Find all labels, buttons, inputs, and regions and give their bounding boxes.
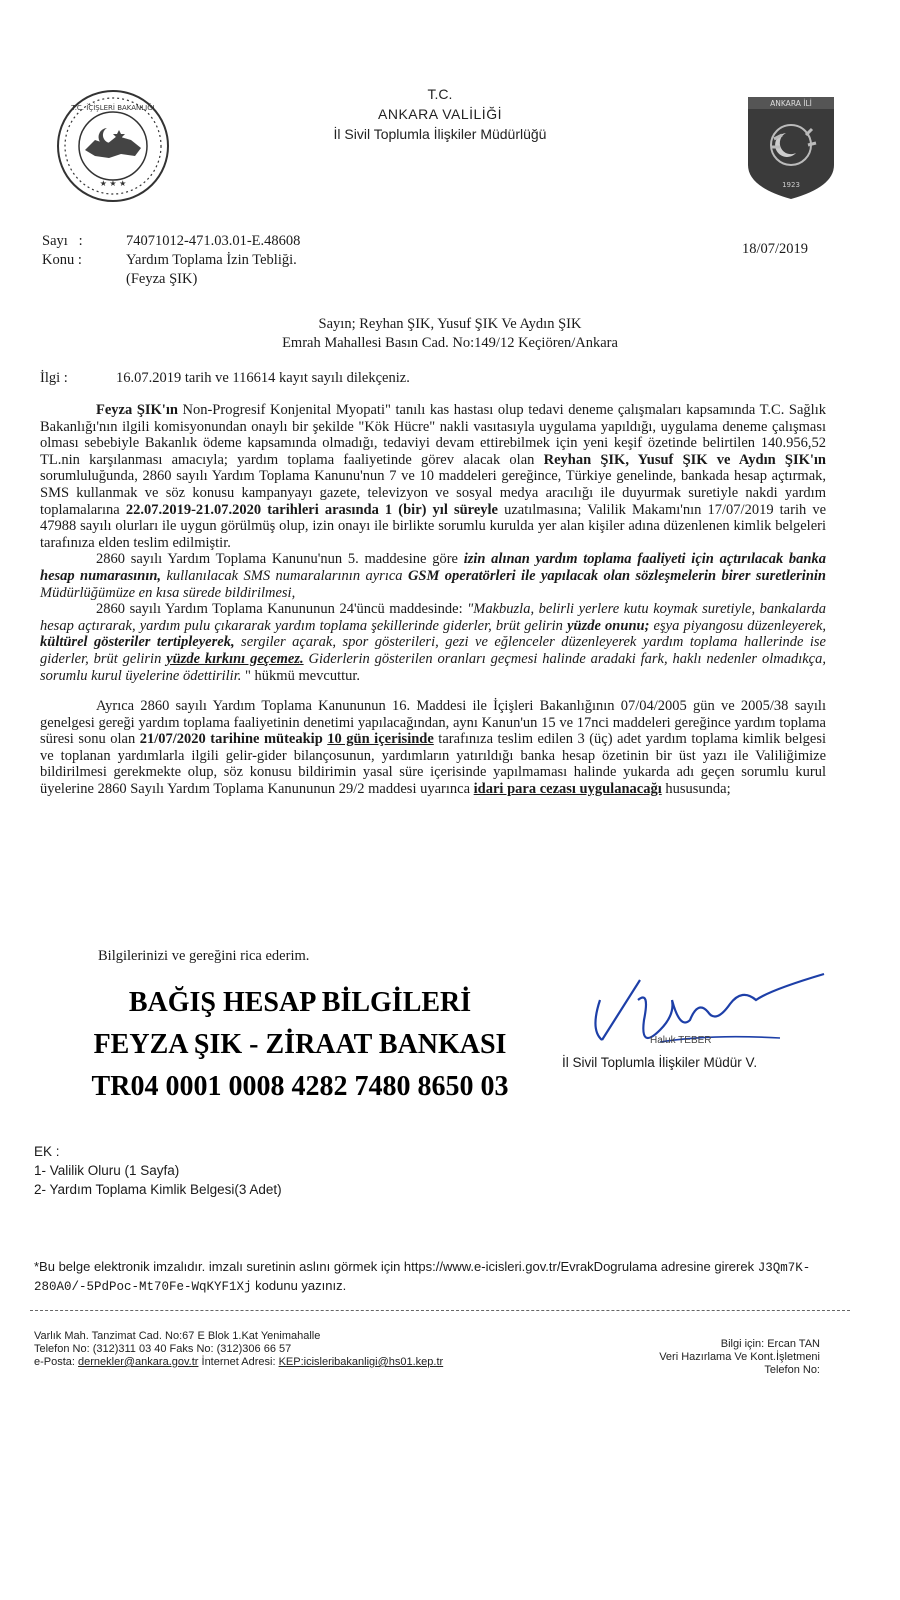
footer-email-link[interactable]: dernekler@ankara.gov.tr [78,1356,199,1368]
header-mudurluk: İl Sivil Toplumla İlişkiler Müdürlüğü [333,126,547,142]
bank-name: FEYZA ŞIK - ZİRAAT BANKASI [93,1029,507,1060]
konu-value-name: (Feyza ŞIK) [126,271,198,287]
ilgi-value: 16.07.2019 tarih ve 116614 kayıt sayılı dilekçeniz. [116,370,410,386]
ministry-seal-icon [55,88,171,204]
recipient-address: Emrah Mahallesi Basın Cad. No:149/12 Keçiören/Ankara [282,335,618,351]
signer-name: Haluk TEBER [650,1035,712,1046]
recipient-block [200,315,700,353]
recipient-names: Sayın; Reyhan ŞIK, Yusuf ŞIK Ve Aydın ŞIK [318,316,582,332]
sayi-label: Sayı [42,233,68,249]
paragraph-3: 2860 sayılı Yardım Toplama Kanununun 24'üncü maddesinde: "Makbuzla, belirli yerlere kutu koymak suretiyle, bankalarda hesap açtırarak, yardım pulu çıkararak yardım toplama şekillerinde giderler, brüt gelirin yüzde onunu; eşya piyangosu düzenleyerek, kültürel gösteriler tertipleyerek, sergiler açarak, spor gösterileri, gezi ve eğlenceler düzenleyerek yardım toplama hallerinde ise giderler, brüt gelirin yüzde kırkını geçemez. Giderlerin gösterilen oranları geçmesi halinde aradaki fark, haklı nedenler olmadıkça, sorumlu kurul üyelerine ödettirilir. " hükmü mevcuttur. [40,601,827,684]
attachment-item: 1- Valilik Oluru (1 Sayfa) [34,1163,180,1178]
footer-kep-link[interactable]: KEP:icisleribakanligi@hs01.kep.tr [278,1356,444,1368]
konu-label: Konu [42,252,75,268]
svg-text:★ ★ ★: ★ ★ ★ [99,179,127,188]
signer-title: İl Sivil Toplumla İlişkiler Müdür V. [562,1055,758,1070]
footer-contact: Varlık Mah. Tanzimat Cad. No:67 E Blok 1.Kat Yenimahalle Telefon No: (312)311 03 40 Faks No: (312)306 66 57 e-Posta: dernekler@ankara.gov.tr İnternet Adresi: KEP:icisleribakanligi@hs01.kep.tr [34,1330,444,1368]
footer-info-contact: Bilgi için: Ercan TAN [720,1338,820,1350]
ankara-emblem-icon [746,95,836,201]
ilgi-label: İlgi : [40,370,68,386]
footer-phone: Telefon No: (312)311 03 40 Faks No: (312)306 66 57 [34,1343,292,1355]
footer-address: Varlık Mah. Tanzimat Cad. No:67 E Blok 1.Kat Yenimahalle [34,1330,321,1342]
letter-body [40,402,826,798]
svg-text:1923: 1923 [782,181,800,189]
paragraph-4: Ayrıca 2860 sayılı Yardım Toplama Kanununun 16. Maddesi ile İçişleri Bakanlığının 07/04/2005 gün ve 2005/38 sayılı genelgesi gereği yardım toplama faaliyetinin denetimi yapılacağından, aynı Kanun'un 15 ve 17nci maddeleri gereğince yardım toplama süresi sonu olan 21/07/2020 tarihine müteakip 10 gün içerisinde tarafınıza teslim edilen 3 (üç) adet yardım toplama kimlik belgesi ve toplanan yardımlarla ilgili gelir-gider bilançosunun, yardımların yatırıldığı banka hesap özetinin bir üst yazı ile Valiliğimize bildirilmesi gerekmekte olup, söz konusu bildirimin yasal süre içerisinde yapılmaması halinde yukarda adı geçen sorumlu kurul üyelerine 2860 Sayılı Yardım Toplama Kanununun 29/2 maddesi uyarınca idari para cezası uygulanacağı hususunda; [40,698,826,798]
konu-value: Yardım Toplama İzin Tebliği. [126,252,297,268]
svg-text:ANKARA İLİ: ANKARA İLİ [770,99,812,108]
document-date: 18/07/2019 [742,241,809,257]
header-valilik: ANKARA VALİLİĞİ [378,106,502,122]
closing-line: Bilgilerinizi ve gereğini rica ederim. [98,948,310,964]
donation-bank-info [40,982,560,1108]
paragraph-2: 2860 sayılı Yardım Toplama Kanunu'nun 5. maddesine göre izin alınan yardım toplama faaliyeti için açtırılacak banka hesap numarasının, kullanılacak SMS numaralarının ayrıca GSM operatörleri ile yapılacak olan sözleşmelerin birer suretlerinin Müdürlüğümüze en kısa sürede bildirilmesi, [40,551,826,601]
attachments [34,1142,282,1199]
header-tc: T.C. [427,86,453,102]
attachment-item: 2- Yardım Toplama Kimlik Belgesi(3 Adet) [34,1182,282,1197]
attachments-label: EK : [34,1144,60,1159]
sayi-value: 74071012-471.03.01-E.48608 [126,233,301,249]
svg-text:T.C. İÇİŞLERİ BAKANLIĞI: T.C. İÇİŞLERİ BAKANLIĞI [71,104,155,112]
footer-info-role: Veri Hazırlama Ve Kont.İşletmeni [659,1351,820,1363]
e-signature-notice: *Bu belge elektronik imzalıdır. imzalı suretinin aslını görmek için https://www.e-icisleri.gov.tr/EvrakDogrulama adresine girerek J3Qm7K-280A0/-5PdPoc-Mt70Fe-WqKYF1Xj kodunu yazınız. [34,1259,811,1294]
letterhead [230,84,650,144]
paragraph-1: Feyza ŞIK'ın Non-Progresif Konjenital Myopati" tanılı kas hastası olup tedavi deneme çalışmaları kapsamında T.C. Sağlık Bakanlığı'nın ilgili komisyonundan onaylı bir şekilde "Kök Hücre" nakli vasıtasıyla uygulama yapıldığı, uygulama deneme çalışması olması sebebiyle Bakanlık ödeme kapsamında olmadığı, tedaviyi devam ettirebilmek için yeni keşif özetinde belirtilen 140.956,52 TL.nin karşılanması amacıyla; yardım toplama faaliyetinde görev alacak olan Reyhan ŞIK, Yusuf ŞIK ve Aydın ŞIK'ın sorumluluğunda, 2860 sayılı Yardım Toplama Kanunu'nun 7 ve 10 maddeleri gereğince, Türkiye genelinde, bankada hesap açtırmak, SMS kullanmak ve söz konusu kampanyayı gazete, televizyon ve sosyal medya aracılığı ile duyurmak suretiyle nakdi yardım toplamalarına 22.07.2019-21.07.2020 tarihleri arasında 1 (bir) yıl süreyle uzatılmasına; Valilik Makamı'nın 17/07/2019 tarih ve 47988 sayılı olurları ile uygun görülmüş olup, izin onayı ile birlikte sorumlu kurulda yer alan kişiler adına düzenlenen kimlik belgeleri tarafınıza elden teslim edilmiştir. [40,402,827,551]
footer-info-phone: Telefon No: [764,1364,820,1376]
verification-code: J3Qm7K-280A0/-5PdPoc-Mt70Fe-WqKYF1Xj [34,1261,811,1294]
footer-info [600,1338,820,1377]
footer-divider [30,1310,850,1311]
meta-values [126,232,300,289]
meta-labels: Sayı : Konu : [42,233,83,268]
bank-iban[interactable]: TR04 0001 0008 4282 7480 8650 03 [91,1071,509,1102]
bank-heading: BAĞIŞ HESAP BİLGİLERİ [128,987,472,1018]
